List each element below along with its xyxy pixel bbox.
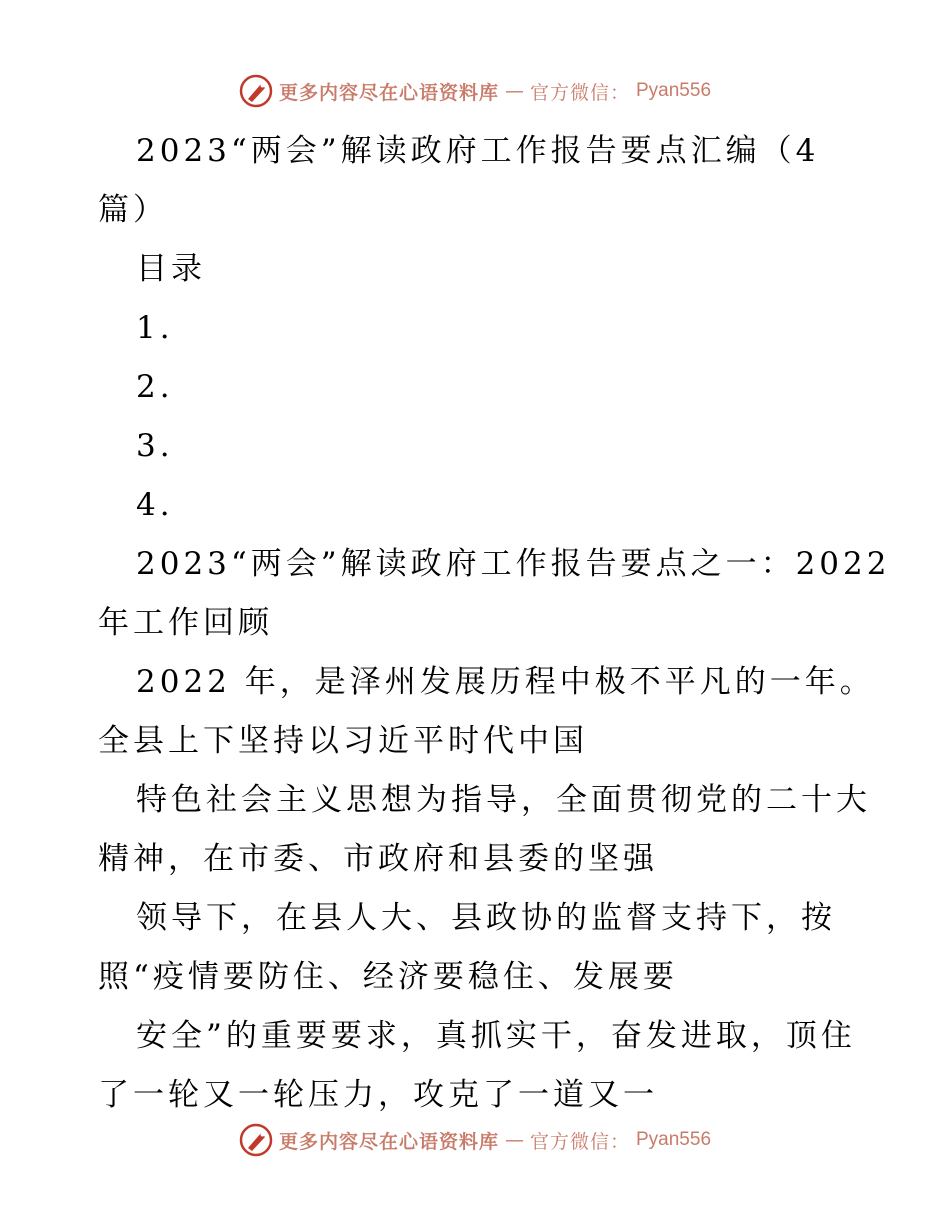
toc-item: 2.: [136, 369, 174, 405]
footer-banner: [0, 1123, 950, 1157]
paragraph-line-1: 特色社会主义思想为指导，全面贯彻党的二十大: [136, 782, 871, 818]
paragraph-line-2: 精神，在市委、市政府和县委的坚强: [98, 841, 658, 877]
banner-site-text: 更多内容尽在心语资料库: [278, 81, 499, 104]
document-body: [98, 122, 891, 1125]
toc-heading: 目录: [136, 251, 206, 287]
document-title: [98, 122, 858, 240]
pen-logo-icon: [239, 74, 273, 108]
banner-wechat-label: 官方微信：: [529, 1130, 630, 1153]
title-line-2: 篇）: [98, 192, 168, 228]
paragraph-line-2: 照“疫情要防住、经济要稳住、发展要: [98, 959, 678, 995]
banner-wechat-id: Pyan556: [636, 80, 712, 101]
paragraph: [98, 771, 871, 889]
pen-logo-icon: [239, 1123, 273, 1157]
banner-dash: —: [504, 1129, 524, 1151]
paragraph: [98, 889, 858, 1007]
paragraph: [98, 1007, 858, 1125]
header-banner: [0, 74, 950, 108]
toc-item: 4.: [136, 487, 174, 523]
paragraph-line-2: 全县上下坚持以习近平时代中国: [98, 723, 588, 759]
paragraph-line-1: 2022 年，是泽州发展历程中极不平凡的一年。: [136, 664, 875, 700]
title-line-1: 2023“两会”解读政府工作报告要点汇编（4: [136, 133, 820, 169]
banner-dash: —: [504, 80, 524, 102]
paragraph-line-2: 了一轮又一轮压力，攻克了一道又一: [98, 1077, 658, 1113]
paragraph-line-1: 安全”的重要要求，真抓实干，奋发进取，顶住: [136, 1018, 856, 1054]
section-heading-line-1: 2023“两会”解读政府工作报告要点之一：2022: [136, 546, 891, 582]
banner-wechat-label: 官方微信：: [529, 81, 630, 104]
toc-item: 1.: [136, 310, 174, 346]
banner-site-text: 更多内容尽在心语资料库: [278, 1130, 499, 1153]
paragraph-line-1: 领导下，在县人大、县政协的监督支持下，按: [136, 900, 836, 936]
paragraph: [98, 653, 875, 771]
toc-item: 3.: [136, 428, 174, 464]
banner-wechat-id: Pyan556: [636, 1129, 712, 1150]
section-heading-line-2: 年工作回顾: [98, 605, 273, 641]
section-heading: [98, 535, 891, 653]
